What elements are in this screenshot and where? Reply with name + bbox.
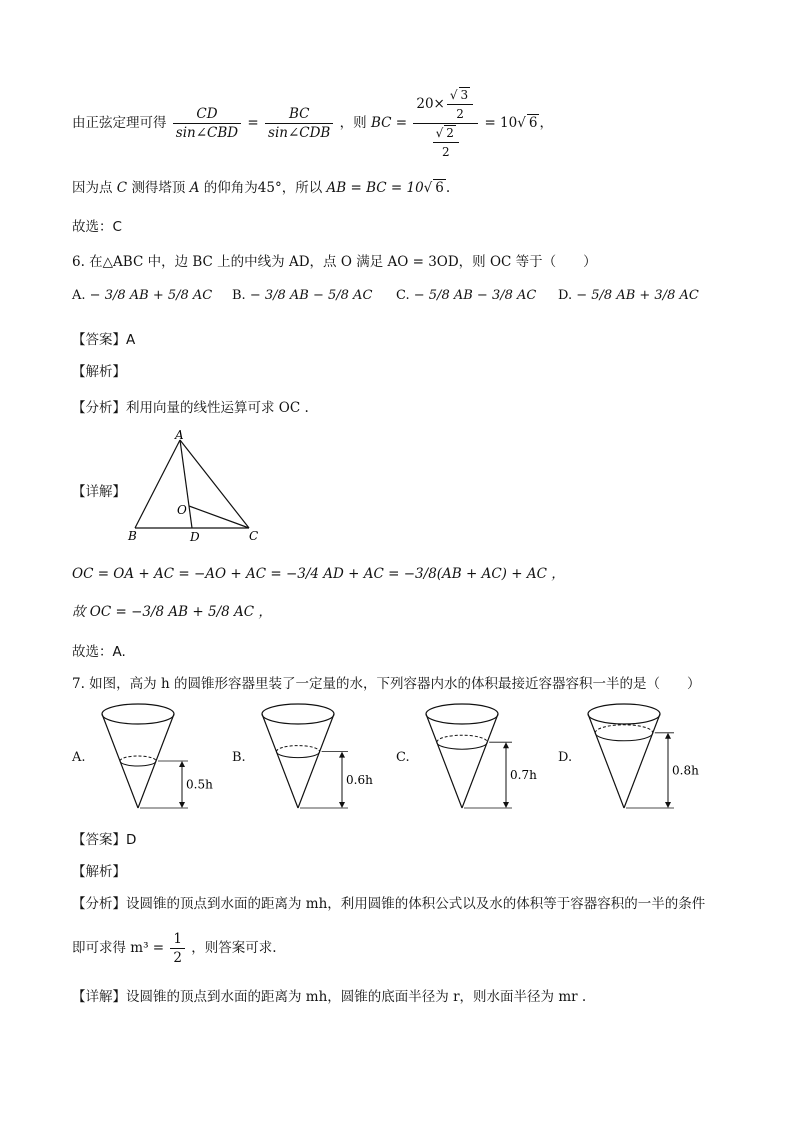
q7-analysis-tag: 【解析】 [72, 864, 126, 880]
cone-label-c: C. [396, 750, 410, 765]
cone-side-left [588, 714, 624, 808]
cone-figure [410, 700, 540, 820]
label-b: B [128, 529, 137, 543]
cone-figure [572, 700, 702, 820]
label-o: O [177, 503, 187, 517]
triangle-figure [125, 430, 265, 545]
q6-derivation-2: 故 OC = −3/8 AB + 5/8 AC ， [72, 604, 272, 620]
arrowhead-up [665, 733, 671, 739]
cone-label-b: B. [232, 750, 246, 765]
q6-fenxi: 【分析】利用向量的线性运算可求 OC . [72, 400, 309, 416]
water-surface-back [437, 735, 487, 742]
frac-bc-sin: $\frac{BC}{\text{sin∠CDB}}$ [265, 105, 333, 142]
cone-side-left [262, 714, 298, 808]
q7-answer: 【答案】D [72, 832, 137, 848]
q6-option-b [232, 288, 372, 303]
cone-figure [246, 700, 376, 820]
q7-detail: 【详解】设圆锥的顶点到水面的距离为 mh，圆锥的底面半径为 r，则水面半径为 mr . [72, 989, 587, 1005]
water-surface-back [276, 746, 319, 752]
cone-rim [102, 704, 174, 724]
water-surface-front [276, 752, 319, 758]
cone-side-left [426, 714, 462, 808]
height-label: 0.7h [510, 768, 537, 783]
label-c: C [249, 529, 259, 543]
q6-option-d [558, 288, 699, 303]
option-expr: − 5/8 AB − 3/8 AC [413, 288, 537, 303]
water-surface-front [120, 761, 156, 766]
arrowhead-up [179, 761, 185, 767]
option-label: B. [232, 288, 246, 303]
q7-stem: 7. 如图，高为 h 的圆锥形容器里装了一定量的水，下列容器内水的体积最接近容器容积一半的是（ ） [72, 676, 701, 692]
q6-analysis-tag: 【解析】 [72, 364, 126, 380]
arrowhead-down [339, 802, 345, 808]
frac-cd-sin: $\frac{CD}{\text{sin∠CBD}}$ [173, 105, 241, 142]
option-label: C. [396, 288, 410, 303]
option-label: A. [72, 288, 86, 303]
angle-line: 因为点 C 测得塔顶 A 的仰角为45°，所以 AB = BC = 10√ 6 . [72, 180, 451, 196]
q6-stem: 6. 在△ABC 中，边 BC 上的中线为 AD，点 O 满足 AO = 3OD，则 OC 等于（ ） [72, 254, 597, 270]
height-label: 0.8h [672, 763, 699, 778]
water-surface-front [595, 733, 653, 741]
water-surface-back [595, 725, 653, 733]
q6-option-a [72, 288, 212, 303]
cone-rim [426, 704, 498, 724]
q6-choose: 故选：A. [72, 644, 126, 660]
option-label: D. [558, 288, 573, 303]
q7-fenxi-2: 即可求得 m³ = $\frac{1}{2}$ ，则答案可求. [72, 931, 277, 966]
height-label: 0.6h [346, 772, 373, 787]
cone-side-right [462, 714, 498, 808]
cone-rim [588, 704, 660, 724]
arrowhead-down [665, 802, 671, 808]
sine-rule-line: 由正弦定理可得 $\frac{CD}{\text{sin∠CBD}}$ = $\frac{BC}{\text{sin∠CDB}}$ ，则 BC = 20× $\frac{√ 3}{2}$ $\frac{√ 2}{2}$ = 10√ 6 ， [72, 88, 553, 159]
q6-detail-tag: 【详解】 [72, 484, 126, 500]
water-surface-back [120, 756, 156, 761]
option-expr: − 3/8 AB + 5/8 AC [89, 288, 213, 303]
cone-figure [86, 700, 216, 820]
cone-label-a: A. [72, 750, 86, 765]
q6-option-c [396, 288, 536, 303]
cone-side-right [298, 714, 334, 808]
label-d: D [190, 530, 200, 544]
cone-label-d: D. [558, 750, 573, 765]
q6-derivation-1: OC = OA + AC = −AO + AC = −3/4 AD + AC = −3/8(AB + AC) + AC ， [72, 566, 565, 582]
option-expr: − 3/8 AB − 5/8 AC [249, 288, 373, 303]
cone-side-right [624, 714, 660, 808]
arrowhead-down [503, 802, 509, 808]
q7-fenxi-1: 【分析】设圆锥的顶点到水面的距离为 mh，利用圆锥的体积公式以及水的体积等于容器容积的一半的条件 [72, 896, 706, 912]
height-label: 0.5h [186, 777, 213, 792]
side-ab [135, 440, 180, 528]
q6-answer: 【答案】A [72, 332, 136, 348]
frac-bc-value: 20× $\frac{√ 3}{2}$ $\frac{√ 2}{2}$ [413, 86, 478, 161]
arrowhead-down [179, 802, 185, 808]
option-expr: − 5/8 AB + 3/8 AC [576, 288, 699, 303]
water-surface-front [437, 742, 487, 749]
cone-rim [262, 704, 334, 724]
label-a: A [175, 430, 184, 442]
arrowhead-up [503, 742, 509, 748]
arrowhead-up [339, 752, 345, 758]
choose-c: 故选：C [72, 219, 122, 235]
